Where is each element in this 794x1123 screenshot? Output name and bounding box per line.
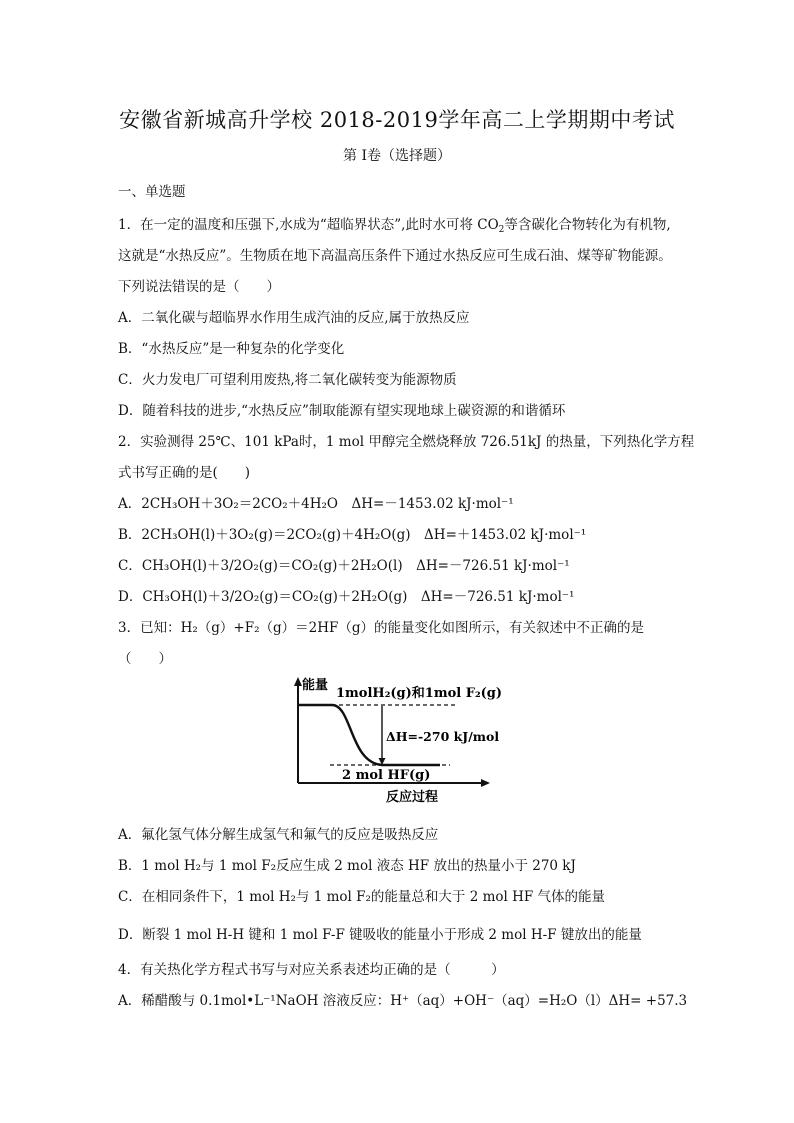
q1-stem-sub: 2 <box>498 225 505 235</box>
y-axis-arrow-icon <box>294 677 302 686</box>
exam-title: 安徽省新城高升学校 2018-2019学年高二上学期期中考试 <box>119 108 675 132</box>
q1-option-c: C．火力发电厂可望利用废热,将二氧化碳转变为能源物质 <box>118 372 457 388</box>
q1-stem-line-3: 下列说法错误的是（ ） <box>118 279 280 295</box>
q3-stem-line-2: （ ） <box>118 651 172 667</box>
q1-stem-line-1a: 1．在一定的温度和压强下,水成为“超临界状态”,此时水可将 CO <box>118 217 499 233</box>
q1-stem-line-1 <box>118 213 671 233</box>
q3-stem-line-1: 3．已知：H₂（g）+F₂（g）＝2HF（g）的能量变化如图所示，有关叙述中不正确的是 <box>118 620 645 636</box>
q1-option-d: D．随着科技的进步,“水热反应”制取能源有望实现地球上碳资源的和谐循环 <box>118 403 566 419</box>
q2-option-d: D．CH₃OH(l)＋3/2O₂(g)＝CO₂(g)＋2H₂O(g) ΔH=－726.51 kJ·mol⁻¹ <box>118 589 575 605</box>
product-label: 2 mol HF(g) <box>342 768 431 783</box>
delta-h-label: ΔH=-270 kJ/mol <box>386 729 500 744</box>
x-axis-arrow-icon <box>481 779 490 787</box>
q2-option-b: B．2CH₃OH(l)＋3O₂(g)＝2CO₂(g)＋4H₂O(g) ΔH=＋1453.02 kJ·mol⁻¹ <box>118 527 587 543</box>
q3-option-a: A．氟化氢气体分解生成氢气和氟气的反应是吸热反应 <box>118 827 439 843</box>
q3-option-d: D．断裂 1 mol H-H 键和 1 mol F-F 键吸收的能量小于形成 2 mol H-F 键放出的能量 <box>118 927 642 943</box>
q2-stem-line-1: 2．实验测得 25℃、101 kPa时，1 mol 甲醇完全燃烧释放 726.51kJ 的热量，下列热化学方程 <box>118 434 695 450</box>
energy-diagram <box>290 675 510 805</box>
q1-option-a: A．二氧化碳与超临界水作用生成汽油的反应,属于放热反应 <box>118 310 470 326</box>
q3-option-b: B．1 mol H₂与 1 mol F₂反应生成 2 mol 液态 HF 放出的热量小于 270 kJ <box>118 858 576 874</box>
q2-option-a: A．2CH₃OH＋3O₂＝2CO₂＋4H₂O ΔH=－1453.02 kJ·mol⁻¹ <box>118 496 514 512</box>
q2-option-c: C．CH₃OH(l)＋3/2O₂(g)＝CO₂(g)＋2H₂O(l) ΔH=－726.51 kJ·mol⁻¹ <box>118 558 570 574</box>
reactant-label: 1molH₂(g)和1mol F₂(g) <box>336 686 503 701</box>
exam-subtitle: 第 I卷（选择题） <box>343 148 451 164</box>
section-heading: 一、单选题 <box>118 184 186 200</box>
x-axis-label: 反应过程 <box>386 790 439 805</box>
y-axis-label: 能量 <box>302 678 329 693</box>
q2-stem-line-2: 式书写正确的是( ) <box>118 465 251 481</box>
q4-option-a: A．稀醋酸与 0.1mol•L⁻¹NaOH 溶液反应：H⁺（aq）+OH⁻（aq）=H₂O（l）ΔH= +57.3 <box>118 993 688 1009</box>
q1-option-b: B．“水热反应”是一种复杂的化学变化 <box>118 341 345 357</box>
q1-stem-line-1b: 等含碳化合物转化为有机物, <box>504 217 671 233</box>
q4-stem: 4．有关热化学方程式书写与对应关系表述均正确的是（ ） <box>118 962 505 978</box>
q3-option-c: C．在相同条件下，1 mol H₂与 1 mol F₂的能量总和大于 2 mol HF 气体的能量 <box>118 889 606 905</box>
q1-stem-line-2: 这就是“水热反应”。生物质在地下高温高压条件下通过水热反应可生成石油、煤等矿物能源。 <box>118 248 672 264</box>
